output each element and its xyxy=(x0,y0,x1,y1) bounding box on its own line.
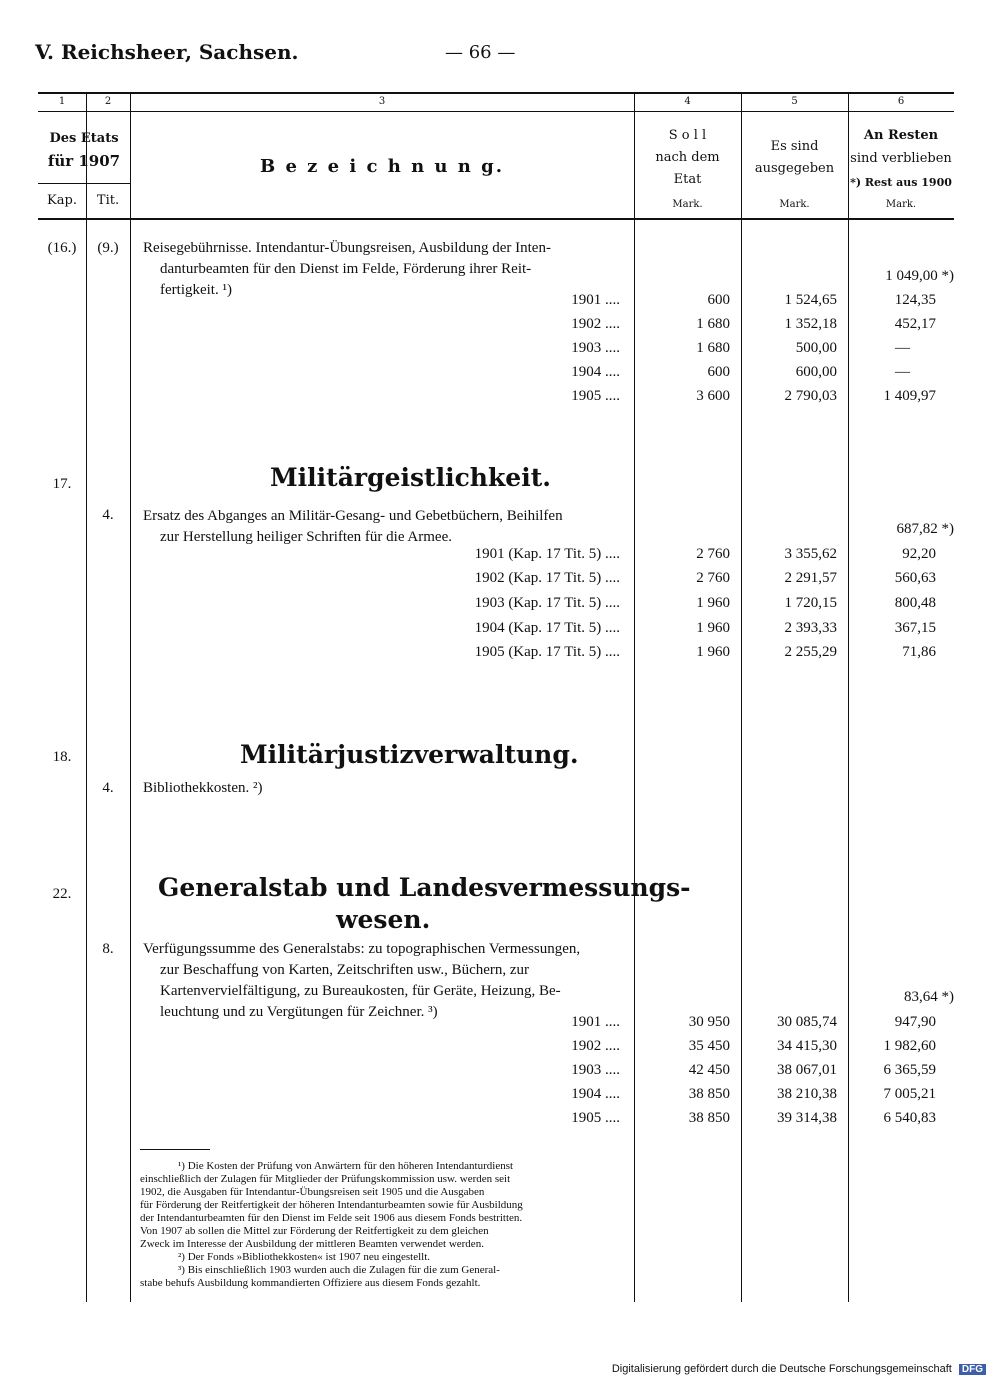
ausgegeben-value: 500,00 xyxy=(795,340,837,356)
footnote-line: ¹) Die Kosten der Prüfung von Anwärtern für den höheren Intendanturdienst xyxy=(178,1160,514,1172)
tit-cell: (9.) xyxy=(97,240,119,256)
ausgegeben-value: 1 720,15 xyxy=(784,595,837,611)
rest-value: 92,20 xyxy=(902,546,936,562)
rest-value: 124,35 xyxy=(894,292,936,308)
year-label: 1903 (Kap. 17 Tit. 5) .... xyxy=(474,595,620,611)
soll-value: 1 680 xyxy=(696,316,730,332)
soll-value: 1 960 xyxy=(696,595,730,611)
colnum-6: 6 xyxy=(897,96,905,107)
footnote-line: für Förderung der Reitfertigkeit der höheren Intendanturbeamten sowie für Ausbildung xyxy=(140,1199,523,1211)
description-line: fertigkeit. ¹) xyxy=(160,282,232,298)
year-label: 1903 .... xyxy=(571,340,620,356)
description-line: Reisegebührnisse. Intendantur-Übungsreisen, Ausbildung der Inten- xyxy=(143,240,551,256)
colnum-4: 4 xyxy=(684,96,691,107)
year-label: 1902 .... xyxy=(571,1038,620,1054)
unit-mark-4: Mark. xyxy=(672,199,703,210)
tit-cell: 4. xyxy=(102,507,114,523)
ausgegeben-value: 38 210,38 xyxy=(777,1086,837,1102)
year-label: 1905 (Kap. 17 Tit. 5) .... xyxy=(474,644,620,660)
rest-value: 71,86 xyxy=(902,644,936,660)
description-line: Bibliothekkosten. ²) xyxy=(143,780,263,796)
rest-value: 560,63 xyxy=(894,570,936,586)
footnote-line: der Intendanturbeamten für den Dienst im Felde seit 1906 aus diesem Fonds bestritten. xyxy=(140,1212,523,1224)
year-label: 1901 .... xyxy=(571,292,620,308)
resten-heading-1: An Resten xyxy=(863,128,939,143)
ausgegeben-heading-2: ausgegeben xyxy=(754,161,835,176)
year-label: 1904 (Kap. 17 Tit. 5) .... xyxy=(474,620,620,636)
description-line: leuchtung und zu Vergütungen für Zeichner. ³) xyxy=(160,1004,438,1020)
bezeichnung-heading: B e z e i c h n u n g. xyxy=(259,156,504,177)
rest-value: 947,90 xyxy=(894,1014,936,1030)
credit-text: Digitalisierung gefördert durch die Deutsche Forschungsgemeinschaft xyxy=(611,1363,952,1375)
soll-value: 600 xyxy=(707,292,730,308)
ausgegeben-value: 600,00 xyxy=(795,364,837,380)
soll-value: 1 960 xyxy=(696,620,730,636)
section-title: Generalstab und Landesvermessungs- xyxy=(158,873,691,902)
ausgegeben-value: 1 524,65 xyxy=(784,292,837,308)
kap-cell: 22. xyxy=(52,886,72,902)
col12-heading-1: Des Etats xyxy=(49,131,119,146)
soll-value: 1 960 xyxy=(696,644,730,660)
description-line: Verfügungssumme des Generalstabs: zu topographischen Vermessungen, xyxy=(143,941,581,957)
year-label: 1905 .... xyxy=(571,1110,620,1126)
kap-cell: (16.) xyxy=(47,240,77,256)
section-title-cont: wesen. xyxy=(336,905,431,934)
soll-value: 3 600 xyxy=(696,388,730,404)
footnote-line: ³) Bis einschließlich 1903 wurden auch die Zulagen für die zum General- xyxy=(178,1264,500,1276)
year-label: 1904 .... xyxy=(571,1086,620,1102)
footnote-line: stabe behufs Ausbildung kommandierten Offiziere aus diesem Fonds gezahlt. xyxy=(140,1277,481,1289)
year-label: 1902 (Kap. 17 Tit. 5) .... xyxy=(474,570,620,586)
colnum-rule xyxy=(38,111,954,112)
description-line: Kartenvervielfältigung, zu Bureaukosten, für Geräte, Heizung, Be- xyxy=(160,983,561,999)
ausgegeben-value: 2 291,57 xyxy=(784,570,837,586)
header-bottom-rule xyxy=(38,218,954,220)
rest-value: 800,48 xyxy=(894,595,936,611)
footnote-line: ²) Der Fonds »Bibliothekkosten« ist 1907 neu eingestellt. xyxy=(178,1251,430,1263)
description-line: Ersatz des Abganges an Militär-Gesang- und Gebetbüchern, Beihilfen xyxy=(143,508,563,524)
page-number: — 66 — xyxy=(445,42,516,63)
ausgegeben-value: 39 314,38 xyxy=(777,1110,837,1126)
soll-value: 38 850 xyxy=(688,1086,730,1102)
description-line: danturbeamten für den Dienst im Felde, Förderung ihrer Reit- xyxy=(160,261,532,277)
rest-carryover: 1 049,00 *) xyxy=(885,268,954,284)
year-label: 1901 .... xyxy=(571,1014,620,1030)
colnum-1: 1 xyxy=(58,96,66,107)
kap-cell: 17. xyxy=(52,476,72,492)
rest-value: 452,17 xyxy=(894,316,936,332)
rest-carryover: 83,64 *) xyxy=(904,989,954,1005)
description-line: zur Beschaffung von Karten, Zeitschriften usw., Büchern, zur xyxy=(160,962,530,978)
ausgegeben-value: 1 352,18 xyxy=(784,316,837,332)
tit-cell: 8. xyxy=(102,941,114,957)
rest-value: — xyxy=(895,340,910,356)
year-label: 1902 .... xyxy=(571,316,620,332)
year-label: 1901 (Kap. 17 Tit. 5) .... xyxy=(474,546,620,562)
ausgegeben-value: 30 085,74 xyxy=(777,1014,837,1030)
col-divider-1 xyxy=(86,92,87,1302)
footnotes xyxy=(140,1160,620,1290)
rest-carryover: 687,82 *) xyxy=(896,521,954,537)
soll-value: 600 xyxy=(707,364,730,380)
soll-heading-2: nach dem xyxy=(655,150,720,165)
description-line: zur Herstellung heiliger Schriften für die Armee. xyxy=(160,529,452,545)
ausgegeben-value: 2 790,03 xyxy=(784,388,837,404)
soll-value: 30 950 xyxy=(688,1014,730,1030)
soll-value: 42 450 xyxy=(688,1062,730,1078)
section-title: Militärjustizverwaltung. xyxy=(240,740,579,769)
table-top-rule xyxy=(38,92,954,94)
ausgegeben-value: 38 067,01 xyxy=(777,1062,837,1078)
unit-mark-5: Mark. xyxy=(779,199,810,210)
ausgegeben-value: 34 415,30 xyxy=(777,1038,837,1054)
soll-value: 2 760 xyxy=(696,546,730,562)
soll-value: 38 850 xyxy=(688,1110,730,1126)
colnum-2: 2 xyxy=(104,96,112,107)
digitization-credit xyxy=(612,1363,986,1375)
running-header: V. Reichsheer, Sachsen. xyxy=(35,40,299,64)
soll-heading-1: S o l l xyxy=(668,128,707,143)
year-label: 1903 .... xyxy=(571,1062,620,1078)
rest-value: 367,15 xyxy=(894,620,936,636)
rest-value: 6 365,59 xyxy=(883,1062,936,1078)
footnote-line: einschließlich der Zulagen für Mitglieder der Prüfungskommission usw. werden seit xyxy=(140,1173,511,1185)
ausgegeben-heading-1: Es sind xyxy=(770,139,819,154)
soll-heading-3: Etat xyxy=(673,172,702,187)
kap-tit-rule xyxy=(38,183,130,184)
rest-value: — xyxy=(895,364,910,380)
rest-value: 7 005,21 xyxy=(883,1086,936,1102)
resten-heading-2: sind verblieben xyxy=(850,151,952,166)
ausgegeben-value: 3 355,62 xyxy=(784,546,837,562)
section-title: Militärgeistlichkeit. xyxy=(270,463,551,492)
tit-cell: 4. xyxy=(102,780,114,796)
soll-value: 1 680 xyxy=(696,340,730,356)
year-label: 1905 .... xyxy=(571,388,620,404)
rest-value: 1 982,60 xyxy=(883,1038,936,1054)
footnote-line: Von 1907 ab sollen die Mittel zur Förderung der Reitfertigkeit zu dem gleichen xyxy=(140,1225,489,1237)
ausgegeben-value: 2 255,29 xyxy=(784,644,837,660)
col-divider-2 xyxy=(130,92,131,1302)
tit-heading: Tit. xyxy=(96,193,120,208)
colnum-5: 5 xyxy=(791,96,798,107)
kap-heading: Kap. xyxy=(47,193,77,208)
dfg-logo: DFG xyxy=(959,1364,986,1375)
rest-value: 6 540,83 xyxy=(883,1110,936,1126)
kap-cell: 18. xyxy=(52,749,72,765)
resten-heading-3: *) Rest aus 1900 xyxy=(850,176,952,189)
footnote-rule xyxy=(140,1149,210,1150)
rest-value: 1 409,97 xyxy=(883,388,936,404)
ausgegeben-value: 2 393,33 xyxy=(784,620,837,636)
unit-mark-6: Mark. xyxy=(885,199,917,210)
soll-value: 2 760 xyxy=(696,570,730,586)
footnote-line: Zweck im Interesse der Ausbildung der mittleren Beamten verwendet werden. xyxy=(140,1238,484,1250)
colnum-3: 3 xyxy=(378,96,386,107)
footnote-line: 1902, die Ausgaben für Intendantur-Übungsreisen seit 1905 und die Ausgaben xyxy=(140,1186,485,1198)
soll-value: 35 450 xyxy=(688,1038,730,1054)
year-label: 1904 .... xyxy=(571,364,620,380)
col12-heading-2: für 1907 xyxy=(47,152,121,170)
